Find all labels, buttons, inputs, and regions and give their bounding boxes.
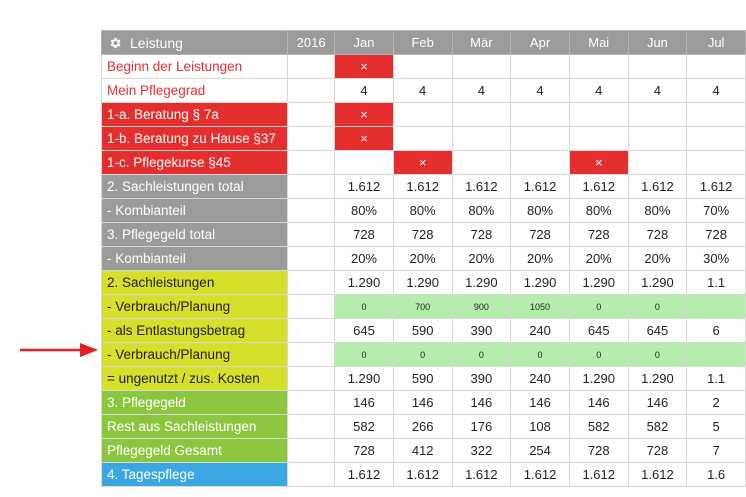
month-cell[interactable]: 0 [628, 343, 687, 367]
row-label[interactable]: Mein Pflegegrad [102, 79, 288, 103]
month-cell[interactable]: 80% [452, 199, 511, 223]
month-cell[interactable] [687, 343, 746, 367]
month-cell[interactable]: 30% [687, 247, 746, 271]
month-cell[interactable]: 1.612 [393, 463, 452, 487]
month-cell[interactable] [452, 127, 511, 151]
month-cell[interactable]: 0 [335, 295, 394, 319]
row-label[interactable]: 3. Pflegegeld [102, 391, 288, 415]
month-cell[interactable]: 146 [628, 391, 687, 415]
month-cell[interactable]: 582 [335, 415, 394, 439]
gear-icon[interactable] [108, 36, 122, 50]
month-cell[interactable]: × [335, 103, 394, 127]
month-cell[interactable] [687, 151, 746, 175]
row-label[interactable]: 3. Pflegegeld total [102, 223, 288, 247]
month-cell[interactable] [511, 103, 570, 127]
year-cell[interactable] [288, 223, 335, 247]
month-cell[interactable] [628, 151, 687, 175]
month-cell[interactable]: 4 [569, 79, 628, 103]
table-row [102, 247, 746, 271]
month-cell[interactable] [393, 127, 452, 151]
month-cell[interactable]: 590 [393, 367, 452, 391]
month-cell[interactable]: 1.290 [335, 367, 394, 391]
month-cell[interactable]: 80% [628, 199, 687, 223]
month-cell[interactable]: 5 [687, 415, 746, 439]
month-cell[interactable]: 0 [452, 343, 511, 367]
month-cell[interactable]: 4 [511, 79, 570, 103]
year-cell[interactable] [288, 175, 335, 199]
month-cell[interactable]: 645 [628, 319, 687, 343]
month-cell[interactable]: 1.612 [511, 463, 570, 487]
month-cell[interactable]: 728 [569, 223, 628, 247]
month-cell[interactable]: 700 [393, 295, 452, 319]
month-cell[interactable]: 1.612 [335, 175, 394, 199]
month-header: Mär [452, 31, 511, 55]
month-cell[interactable]: 582 [569, 415, 628, 439]
month-cell[interactable]: 728 [335, 223, 394, 247]
month-cell[interactable]: 176 [452, 415, 511, 439]
month-cell[interactable]: 7 [687, 439, 746, 463]
month-cell[interactable] [452, 151, 511, 175]
month-cell[interactable]: 1.290 [452, 271, 511, 295]
month-cell[interactable]: × [393, 151, 452, 175]
month-cell[interactable]: 20% [393, 247, 452, 271]
month-cell[interactable]: 645 [335, 319, 394, 343]
month-cell[interactable]: 1.290 [628, 367, 687, 391]
month-cell[interactable]: 20% [335, 247, 394, 271]
month-cell[interactable]: 1.612 [628, 463, 687, 487]
month-cell[interactable]: 1.6 [687, 463, 746, 487]
month-header: Apr [511, 31, 570, 55]
month-cell[interactable]: 1.1 [687, 271, 746, 295]
month-cell[interactable] [628, 127, 687, 151]
year-cell[interactable] [288, 463, 335, 487]
month-cell[interactable] [687, 295, 746, 319]
month-cell[interactable] [335, 151, 394, 175]
year-cell[interactable] [288, 319, 335, 343]
month-cell[interactable]: 108 [511, 415, 570, 439]
month-cell[interactable]: 1.612 [569, 463, 628, 487]
month-cell[interactable]: 1.290 [569, 271, 628, 295]
month-cell[interactable]: 266 [393, 415, 452, 439]
month-cell[interactable]: 4 [452, 79, 511, 103]
month-cell[interactable]: 80% [393, 199, 452, 223]
month-header: Feb [393, 31, 452, 55]
row-label[interactable]: Beginn der Leistungen [102, 55, 288, 79]
month-cell[interactable]: 0 [569, 295, 628, 319]
month-cell[interactable]: 0 [393, 343, 452, 367]
month-cell[interactable]: 20% [511, 247, 570, 271]
month-cell[interactable] [569, 127, 628, 151]
leistung-header[interactable] [102, 31, 288, 55]
table-row [102, 55, 746, 79]
table-row [102, 79, 746, 103]
year-cell[interactable] [288, 103, 335, 127]
year-header: 2016 [288, 31, 335, 55]
row-label[interactable]: 2. Sachleistungen [102, 271, 288, 295]
row-label[interactable]: - Kombianteil [102, 247, 288, 271]
year-cell[interactable] [288, 79, 335, 103]
month-cell[interactable]: × [569, 151, 628, 175]
year-cell[interactable] [288, 127, 335, 151]
month-header: Mai [569, 31, 628, 55]
month-cell[interactable]: 1.612 [569, 175, 628, 199]
month-cell[interactable]: 728 [335, 439, 394, 463]
month-cell[interactable]: 146 [335, 391, 394, 415]
month-cell[interactable]: 1.612 [687, 175, 746, 199]
month-cell[interactable]: 80% [511, 199, 570, 223]
table-row [102, 319, 746, 343]
month-cell[interactable]: 146 [452, 391, 511, 415]
month-cell[interactable]: 728 [452, 223, 511, 247]
month-cell[interactable] [628, 55, 687, 79]
month-cell[interactable]: 728 [628, 439, 687, 463]
month-cell[interactable]: 728 [511, 223, 570, 247]
month-cell[interactable]: 6 [687, 319, 746, 343]
month-cell[interactable]: 20% [569, 247, 628, 271]
month-cell[interactable]: 4 [393, 79, 452, 103]
month-cell[interactable]: 70% [687, 199, 746, 223]
month-cell[interactable]: 1.290 [569, 367, 628, 391]
month-cell[interactable]: 728 [569, 439, 628, 463]
month-cell[interactable]: × [335, 55, 394, 79]
year-cell[interactable] [288, 415, 335, 439]
month-cell[interactable] [687, 127, 746, 151]
row-label[interactable]: Pflegegeld Gesamt [102, 439, 288, 463]
month-cell[interactable]: 1.290 [628, 271, 687, 295]
table-row [102, 199, 746, 223]
row-label[interactable]: 1-b. Beratung zu Hause §37 [102, 127, 288, 151]
table-row [102, 103, 746, 127]
row-label[interactable]: - Kombianteil [102, 199, 288, 223]
month-cell[interactable] [687, 55, 746, 79]
year-cell[interactable] [288, 55, 335, 79]
month-cell[interactable] [687, 103, 746, 127]
row-label[interactable]: - als Entlastungsbetrag [102, 319, 288, 343]
table-row [102, 175, 746, 199]
red-arrow-annotation [20, 341, 98, 359]
month-cell[interactable] [452, 55, 511, 79]
month-cell[interactable]: 1.612 [452, 175, 511, 199]
month-cell[interactable]: 1.290 [335, 271, 394, 295]
month-cell[interactable]: 1.612 [628, 175, 687, 199]
month-cell[interactable]: 80% [335, 199, 394, 223]
month-cell[interactable]: 728 [393, 223, 452, 247]
month-cell[interactable] [569, 103, 628, 127]
table-row [102, 367, 746, 391]
month-cell[interactable]: 582 [628, 415, 687, 439]
year-cell[interactable] [288, 271, 335, 295]
month-header: Jun [628, 31, 687, 55]
month-cell[interactable]: 1.290 [393, 271, 452, 295]
table-row [102, 415, 746, 439]
table-row [102, 127, 746, 151]
month-cell[interactable]: 390 [452, 319, 511, 343]
header-row [102, 31, 746, 55]
month-cell[interactable] [511, 55, 570, 79]
year-cell[interactable] [288, 343, 335, 367]
month-cell[interactable]: 1.290 [511, 271, 570, 295]
month-cell[interactable]: 1.612 [452, 463, 511, 487]
year-cell[interactable] [288, 295, 335, 319]
month-cell[interactable]: 254 [511, 439, 570, 463]
month-cell[interactable]: 728 [628, 223, 687, 247]
month-cell[interactable] [393, 103, 452, 127]
month-cell[interactable]: 20% [452, 247, 511, 271]
row-label[interactable]: 1-c. Pflegekurse §45 [102, 151, 288, 175]
month-cell[interactable]: 1.612 [511, 175, 570, 199]
row-label[interactable]: = ungenutzt / zus. Kosten [102, 367, 288, 391]
month-cell[interactable]: 645 [569, 319, 628, 343]
month-cell[interactable]: 146 [393, 391, 452, 415]
month-cell[interactable]: 0 [628, 295, 687, 319]
month-cell[interactable] [511, 127, 570, 151]
year-cell[interactable] [288, 247, 335, 271]
leistung-table [101, 30, 746, 487]
year-cell[interactable] [288, 439, 335, 463]
year-cell[interactable] [288, 391, 335, 415]
month-cell[interactable]: 590 [393, 319, 452, 343]
month-cell[interactable]: 4 [687, 79, 746, 103]
month-cell[interactable]: 20% [628, 247, 687, 271]
month-header: Jul [687, 31, 746, 55]
row-label[interactable]: 1-a. Beratung § 7a [102, 103, 288, 127]
month-cell[interactable]: × [335, 127, 394, 151]
month-cell[interactable]: 0 [511, 343, 570, 367]
row-label[interactable]: - Verbrauch/Planung [102, 343, 288, 367]
table-row [102, 271, 746, 295]
month-cell[interactable]: 240 [511, 319, 570, 343]
table-body [102, 55, 746, 487]
table-row [102, 151, 746, 175]
month-cell[interactable] [628, 103, 687, 127]
table-row [102, 295, 746, 319]
month-cell[interactable]: 1050 [511, 295, 570, 319]
table-row [102, 463, 746, 487]
month-cell[interactable]: 1.612 [393, 175, 452, 199]
header-title: Leistung [130, 34, 183, 51]
month-cell[interactable]: 146 [511, 391, 570, 415]
month-cell[interactable]: 4 [335, 79, 394, 103]
month-cell[interactable]: 4 [628, 79, 687, 103]
month-cell[interactable]: 412 [393, 439, 452, 463]
month-cell[interactable]: 322 [452, 439, 511, 463]
month-cell[interactable]: 146 [569, 391, 628, 415]
month-cell[interactable]: 0 [335, 343, 394, 367]
month-cell[interactable]: 80% [569, 199, 628, 223]
month-cell[interactable]: 2 [687, 391, 746, 415]
table-row [102, 343, 746, 367]
month-cell[interactable]: 240 [511, 367, 570, 391]
month-cell[interactable]: 728 [687, 223, 746, 247]
month-cell[interactable] [511, 151, 570, 175]
month-cell[interactable] [569, 55, 628, 79]
year-cell[interactable] [288, 199, 335, 223]
month-cell[interactable]: 1.1 [687, 367, 746, 391]
row-label[interactable]: 4. Tagespflege [102, 463, 288, 487]
row-label[interactable]: - Verbrauch/Planung [102, 295, 288, 319]
table-row [102, 223, 746, 247]
month-cell[interactable]: 900 [452, 295, 511, 319]
year-cell[interactable] [288, 151, 335, 175]
row-label[interactable]: 2. Sachleistungen total [102, 175, 288, 199]
year-cell[interactable] [288, 367, 335, 391]
month-cell[interactable]: 0 [569, 343, 628, 367]
month-cell[interactable] [452, 103, 511, 127]
month-header: Jan [335, 31, 394, 55]
table-row [102, 439, 746, 463]
month-cell[interactable]: 1.612 [335, 463, 394, 487]
month-cell[interactable]: 390 [452, 367, 511, 391]
month-cell[interactable] [393, 55, 452, 79]
table-row [102, 391, 746, 415]
row-label[interactable]: Rest aus Sachleistungen [102, 415, 288, 439]
